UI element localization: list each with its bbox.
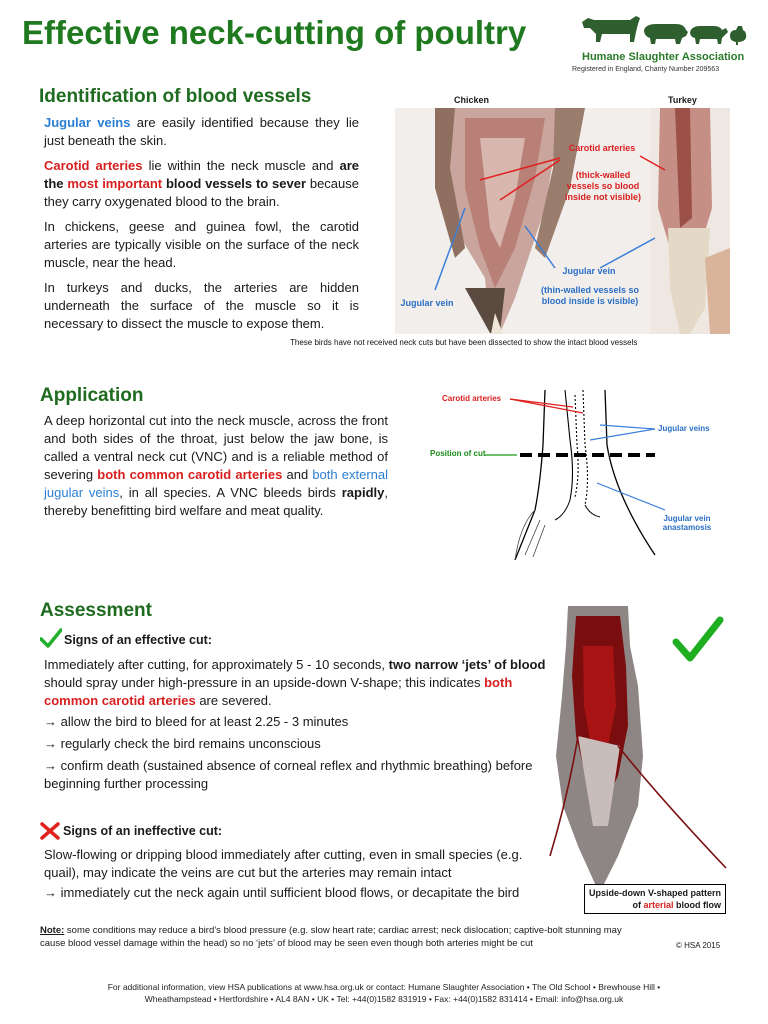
footer-line1: For additional information, view HSA publications at www.hsa.org.uk or contact: Humane Slaughter Association • The Old School • Brewhouse Hill • bbox=[107, 982, 661, 992]
page-title: Effective neck-cutting of poultry bbox=[22, 14, 527, 51]
copyright: © HSA 2015 bbox=[676, 941, 721, 950]
ineffective-cut-label: Signs of an ineffective cut: bbox=[63, 824, 223, 838]
application-text bbox=[44, 412, 388, 527]
carotid-arteries-term: Carotid arteries bbox=[44, 158, 143, 173]
both-jugular-term: both external jugular veins bbox=[44, 467, 388, 500]
jugular-text: are easily identified because they lie just beneath the skin. bbox=[44, 115, 359, 148]
carotid-text-3: blood vessels to sever bbox=[162, 176, 307, 191]
effective-description bbox=[44, 656, 546, 710]
diagram-cut-label: Position of cut bbox=[430, 449, 486, 458]
action-bleed: → allow the bird to bleed for at least 2.25 - 3 minutes bbox=[44, 714, 349, 729]
two-jets-term: two narrow ‘jets’ of blood bbox=[388, 657, 546, 672]
v-pattern-label-line1: Upside-down V-shaped pattern bbox=[589, 888, 722, 898]
effective-text-1: Immediately after cutting, for approximately 5 - 10 seconds, bbox=[44, 657, 389, 672]
application-text-4: , thereby benefitting bird welfare and meat quality. bbox=[44, 485, 388, 518]
application-text-1: A deep horizontal cut into the neck muscle, across the front and both sides of the throat, just below the jaw bone, is called a ventral neck cut (VNC) and is a reliable method of severing bbox=[44, 413, 388, 482]
carotid-paragraph bbox=[44, 157, 359, 211]
application-paragraph bbox=[44, 412, 388, 520]
diagram-anastomosis-label: Jugular vein anastamosis bbox=[662, 514, 712, 532]
note-body: some conditions may reduce a bird’s blood pressure (e.g. slow heart rate; cardiac arrest; neck dislocation; captive-bolt stunning may cause blood vessel damage within the head) so no ‘jets’ of blood may be seen even though both arteries might be cut bbox=[40, 925, 622, 949]
diagram-carotid-label: Carotid arteries bbox=[442, 394, 502, 403]
both-carotid-severed-term: both common carotid arteries bbox=[44, 675, 513, 708]
action-confirm-death: → confirm death (sustained absence of corneal reflex and rhythmic breathing) before beginning further processing bbox=[44, 758, 533, 791]
footer bbox=[20, 981, 748, 1005]
ineffective-description: Slow-flowing or dripping blood immediately after cutting, even in small species (e.g. quail), may indicate the veins are cut but the arteries may remain intact bbox=[44, 847, 523, 880]
effective-check-icon bbox=[40, 628, 62, 653]
carotid-text-2: are the bbox=[44, 158, 359, 191]
turkey-label: Turkey bbox=[668, 95, 697, 105]
footer-line2: Wheathampstead • Hertfordshire • AL4 8AN • UK • Tel: +44(0)1582 831919 • Fax: +44(0)1582 831414 • Email: info@hsa.org.uk bbox=[144, 994, 624, 1004]
jugular-vein-note: (thin-walled vessels so blood inside is visible) bbox=[540, 285, 640, 306]
carotid-arteries-note: (thick-walled vessels so blood inside not visible) bbox=[564, 170, 641, 202]
jugular-vein-label-right: Jugular vein bbox=[562, 266, 616, 276]
note-text bbox=[40, 924, 640, 950]
chicken-label: Chicken bbox=[454, 95, 490, 105]
logo-registration: Registered in England, Charity Number 209563 bbox=[572, 66, 720, 73]
neck-cut-diagram bbox=[425, 385, 730, 565]
ineffective-cut-text bbox=[44, 846, 544, 902]
hsa-logo bbox=[572, 10, 750, 80]
identification-text bbox=[44, 114, 359, 340]
assessment-heading: Assessment bbox=[40, 600, 152, 621]
carotid-text-4: because they carry oxygenated blood to the brain. bbox=[44, 176, 359, 209]
application-heading: Application bbox=[40, 385, 144, 406]
most-important-term: most important bbox=[67, 176, 163, 191]
v-pattern-label bbox=[584, 884, 726, 914]
photo-caption: These birds have not received neck cuts but have been dissected to show the intact blood vessels bbox=[290, 338, 638, 347]
effective-text-2: should spray under high-pressure in an upside-down V-shape; this indicates bbox=[44, 675, 485, 690]
note-label: Note: bbox=[40, 925, 65, 936]
carotid-arteries-label: Carotid arteries bbox=[568, 143, 636, 153]
jugular-vein-label-left: Jugular vein bbox=[400, 298, 454, 308]
effective-cut-text bbox=[44, 656, 546, 793]
diagram-jugular-label: Jugular veins bbox=[658, 424, 710, 433]
large-check-icon bbox=[672, 614, 724, 669]
effective-cut-label: Signs of an effective cut: bbox=[64, 633, 212, 647]
jugular-paragraph bbox=[44, 114, 359, 150]
application-text-3: , in all species. A VNC bleeds birds bbox=[119, 485, 342, 500]
carotid-text-1: lie within the neck muscle and bbox=[142, 158, 340, 173]
action-recut: → immediately cut the neck again until sufficient blood flows, or decapitate the bird bbox=[44, 885, 520, 900]
v-pattern-label-arterial: arterial bbox=[643, 900, 674, 910]
logo-name: Humane Slaughter Association bbox=[582, 51, 745, 63]
farm-animals-silhouette-icon bbox=[580, 10, 750, 50]
rapidly-term: rapidly bbox=[341, 485, 385, 500]
v-pattern-label-flow: blood flow bbox=[673, 900, 722, 910]
turkeys-paragraph: In turkeys and ducks, the arteries are hidden underneath the surface of the muscle so it is necessary to dissect the muscle to expose them. bbox=[44, 280, 359, 331]
both-carotid-term: both common carotid arteries bbox=[97, 467, 283, 482]
v-pattern-label-of: of bbox=[632, 900, 644, 910]
application-text-2: and bbox=[282, 467, 313, 482]
ineffective-cross-icon bbox=[40, 822, 60, 845]
action-check-unconscious: → regularly check the bird remains unconscious bbox=[44, 736, 321, 751]
jugular-veins-term: Jugular veins bbox=[44, 115, 131, 130]
effective-text-3: are severed. bbox=[195, 693, 272, 708]
chickens-paragraph: In chickens, geese and guinea fowl, the carotid arteries are typically visible on the surface of the neck muscle, near the head. bbox=[44, 219, 359, 270]
identification-heading: Identification of blood vessels bbox=[39, 86, 312, 107]
